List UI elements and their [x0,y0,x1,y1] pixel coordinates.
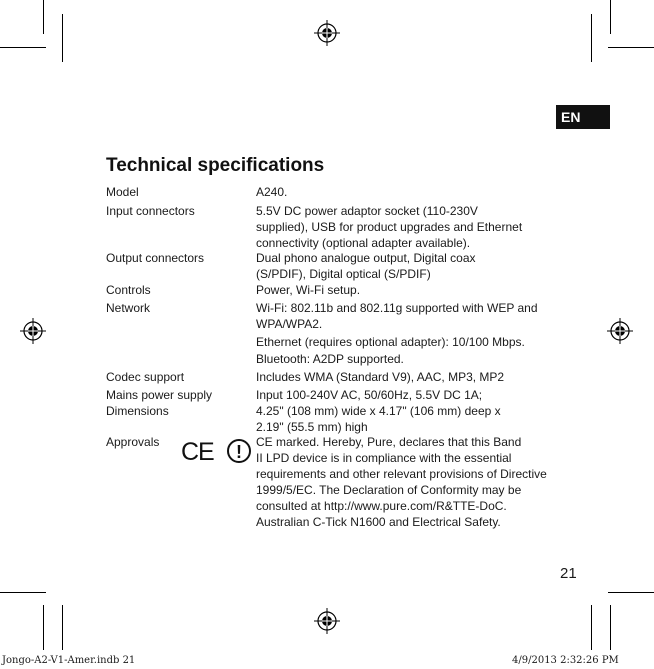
crop-mark [62,605,63,650]
spec-value-codec: Includes WMA (Standard V9), AAC, MP3, MP2 [256,370,505,384]
spec-value-dimensions [256,403,556,435]
text-line: CE marked. Hereby, Pure, declares that this Band [256,435,522,449]
crop-mark [62,14,63,62]
spec-value-input [256,203,556,251]
spec-label-codec: Codec support [106,370,185,384]
spec-label-network: Network [106,301,151,315]
text-line: 5.5V DC power adaptor socket (110-230V [256,204,478,218]
spec-value-model: A240. [256,185,288,199]
spec-label-mains: Mains power supply [106,388,213,402]
crop-mark [610,0,611,34]
text-line: Australian C-Tick N1600 and Electrical Safety. [256,515,501,529]
ce-mark-icon: CE [181,438,214,464]
text-line: consulted at http://www.pure.com/R&TTE-DoC. [256,499,507,513]
text-line: Wi-Fi: 802.11b and 802.11g supported with WEP and [256,301,538,315]
slug-timestamp: 4/9/2013 2:32:26 PM [512,655,619,666]
text-line: II LPD device is in compliance with the essential [256,451,512,465]
text-line: 1999/5/EC. The Declaration of Conformity may be [256,483,522,497]
crop-mark [608,47,654,48]
text-line: 4.25" (108 mm) wide x 4.17" (106 mm) deep x [256,404,501,418]
spec-label-output: Output connectors [106,251,205,265]
crop-mark [591,605,592,650]
spec-value-bluetooth: Bluetooth: A2DP supported. [256,352,404,366]
crop-mark [591,14,592,62]
page-title: Technical specifications [106,155,325,176]
crop-mark [43,605,44,650]
ce-alert-marks [177,438,253,464]
crop-mark [0,47,46,48]
registration-mark-icon [607,318,633,344]
registration-mark-icon [20,318,46,344]
registration-mark-icon [314,20,340,46]
text-line: 2.19" (55.5 mm) high [256,420,368,434]
spec-value-network [256,300,556,332]
alert-exclamation: ! [236,442,242,462]
spec-label-input: Input connectors [106,204,195,218]
registration-mark-icon [314,608,340,634]
page-number: 21 [560,565,577,582]
crop-mark [608,592,654,593]
spec-value-controls: Power, Wi-Fi setup. [256,283,361,297]
text-line: connectivity (optional adapter available). [256,236,471,250]
spec-label-dimensions: Dimensions [106,404,169,418]
spec-label-controls: Controls [106,283,151,297]
text-line: WPA/WPA2. [256,317,323,331]
language-badge: EN [556,105,610,129]
text-line: Dual phono analogue output, Digital coax [256,251,476,265]
spec-label-approvals: Approvals [106,435,160,449]
spec-value-mains: Input 100-240V AC, 50/60Hz, 5.5V DC 1A; [256,388,483,402]
text-line: requirements and other relevant provisions of Directive [256,467,547,481]
text-line: (S/PDIF), Digital optical (S/PDIF) [256,267,431,281]
slug-filename: Jongo-A2-V1-Amer.indb 21 [2,655,136,666]
spec-label-model: Model [106,185,139,199]
crop-mark [0,592,46,593]
crop-mark [43,0,44,34]
text-line: supplied), USB for product upgrades and Ethernet [256,220,523,234]
spec-value-output [256,250,556,282]
crop-mark [610,605,611,650]
spec-value-ethernet: Ethernet (requires optional adapter): 10/100 Mbps. [256,335,525,349]
spec-value-approvals [256,434,556,530]
